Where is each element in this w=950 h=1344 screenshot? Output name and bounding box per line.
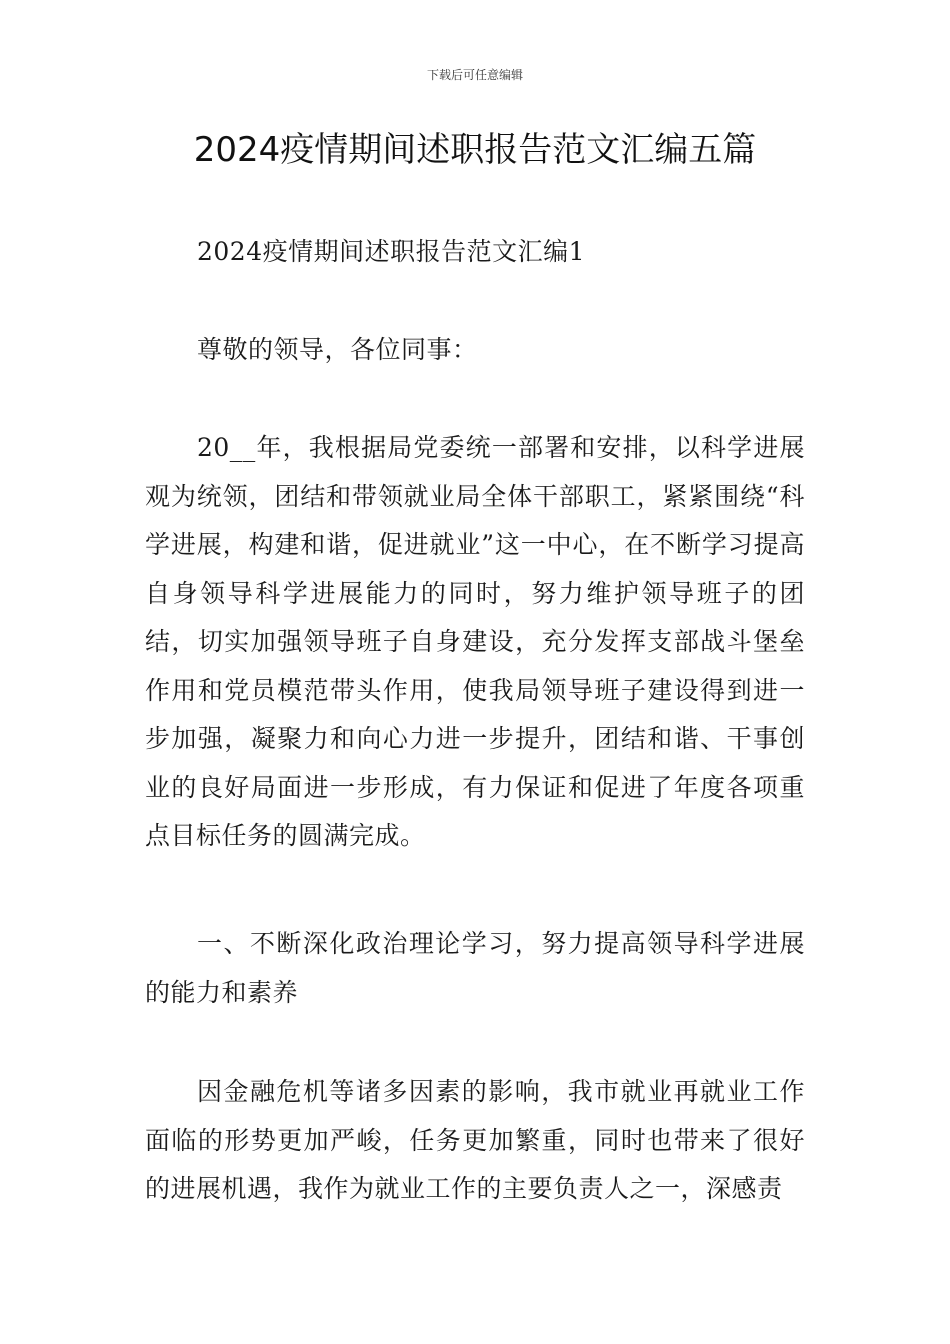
greeting-paragraph: 尊敬的领导，各位同事： [197, 335, 478, 364]
body-paragraph-2: 因金融危机等诸多因素的影响，我市就业再就业工作面临的形势更加严峻，任务更加繁重，同时也带来了很好的进展机遇，我作为就业工作的主要负责人之一，深感责 [145, 1077, 805, 1203]
document-title: 2024疫情期间述职报告范文汇编五篇 [193, 130, 757, 170]
section-heading-1: 一、不断深化政治理论学习，努力提高领导科学进展的能力和素养 [145, 929, 805, 1007]
section-subtitle: 2024疫情期间述职报告范文汇编1 [197, 237, 586, 266]
body-paragraph-1: 20__年，我根据局党委统一部署和安排，以科学进展观为统领，团结和带领就业局全体干部职工，紧紧围绕“科学进展，构建和谐，促进就业”这一中心，在不断学习提高自身领导科学进展能力的同时，努力维护领导班子的团结，切实加强领导班子自身建设，充分发挥支部战斗堡垒作用和党员模范带头作用，使我局领导班子建设得到进一步加强，凝聚力和向心力进一步提升，团结和谐、干事创业的良好局面进一步形成，有力保证和促进了年度各项重点目标任务的圆满完成。 [145, 433, 805, 850]
header-note: 下载后可任意编辑 [426, 68, 523, 82]
